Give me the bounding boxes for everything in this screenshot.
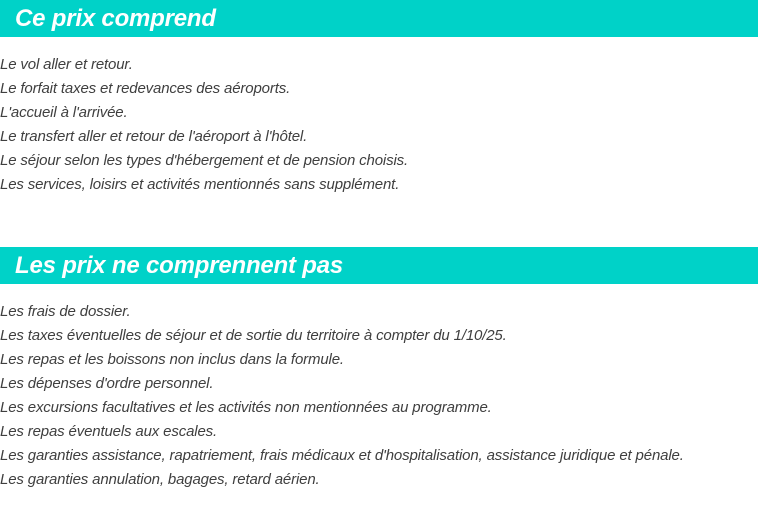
price-includes-item: Le vol aller et retour. xyxy=(0,56,133,73)
price-includes-item: Les services, loisirs et activités mentionnés sans supplément. xyxy=(0,176,400,193)
price-includes-section xyxy=(0,0,758,197)
price-excludes-item: Les garanties assistance, rapatriement, frais médicaux et d'hospitalisation, assistance juridique et pénale. xyxy=(0,447,684,464)
price-includes-item: Le séjour selon les types d'hébergement et de pension choisis. xyxy=(0,152,408,169)
price-excludes-item: Les excursions facultatives et les activités non mentionnées au programme. xyxy=(0,399,492,416)
price-excludes-item: Les frais de dossier. xyxy=(0,303,131,320)
price-excludes-item: Les garanties annulation, bagages, retard aérien. xyxy=(0,471,320,488)
price-excludes-item: Les dépenses d'ordre personnel. xyxy=(0,375,214,392)
price-excludes-item: Les taxes éventuelles de séjour et de sortie du territoire à compter du 1/10/25. xyxy=(0,327,507,344)
price-excludes-list xyxy=(0,300,758,492)
price-includes-list xyxy=(0,53,758,197)
price-excludes-item: Les repas et les boissons non inclus dans la formule. xyxy=(0,351,344,368)
price-includes-item: L'accueil à l'arrivée. xyxy=(0,104,128,121)
price-includes-heading: Ce prix comprend xyxy=(0,0,758,37)
price-excludes-item: Les repas éventuels aux escales. xyxy=(0,423,217,440)
price-includes-item: Le forfait taxes et redevances des aéroports. xyxy=(0,80,291,97)
price-excludes-heading: Les prix ne comprennent pas xyxy=(0,247,758,284)
price-excludes-section xyxy=(0,247,758,492)
price-includes-item: Le transfert aller et retour de l'aéroport à l'hôtel. xyxy=(0,128,308,145)
